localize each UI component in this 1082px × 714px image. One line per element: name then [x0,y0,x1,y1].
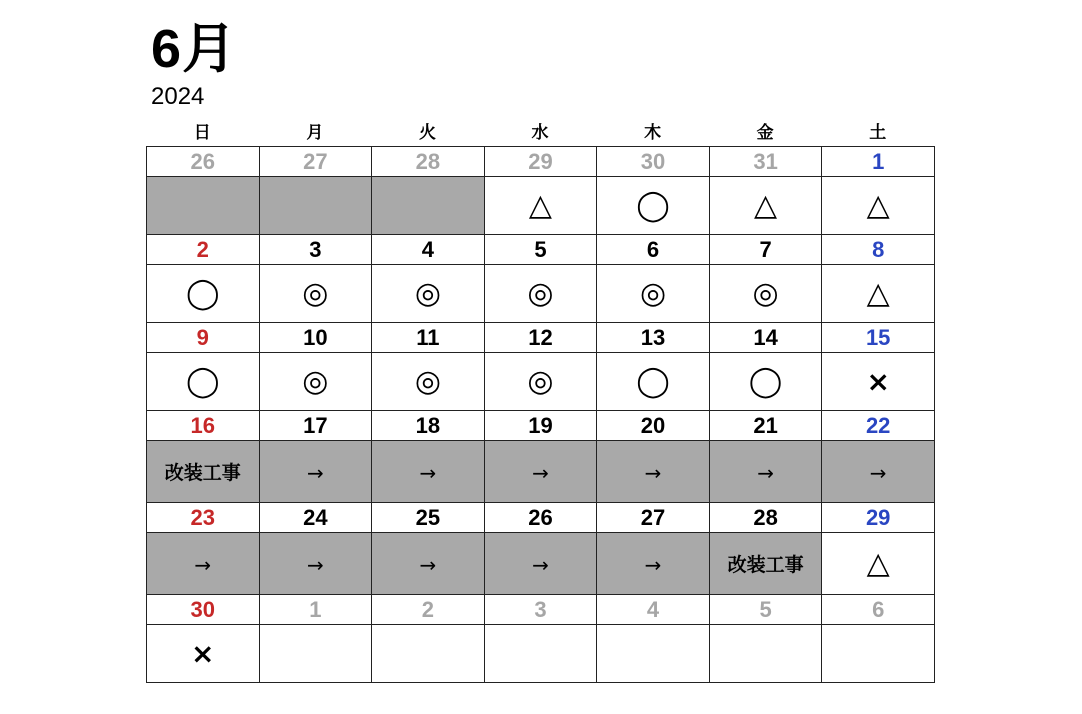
weekday-wed: 水 [531,123,549,143]
date-cell: 26 [147,147,260,177]
date-cell: 8 [822,235,935,265]
week-4-status [147,441,935,503]
availability-mark: ◯ [748,364,783,399]
date-cell: 14 [709,323,822,353]
status-cell [259,625,372,683]
date-cell: 4 [597,595,710,625]
closed-cell [372,441,485,503]
status-cell [709,353,822,411]
date-cell: 2 [372,595,485,625]
weekday-sat: 土 [869,123,887,143]
status-cell [372,353,485,411]
continuation-arrow: → [419,460,437,485]
date-cell: 31 [709,147,822,177]
status-cell [822,177,935,235]
date-cell: 24 [259,503,372,533]
status-cell [822,353,935,411]
status-cell [484,265,597,323]
date-cell: 13 [597,323,710,353]
continuation-arrow: → [194,552,212,577]
availability-mark: ◎ [302,276,329,311]
status-cell [147,353,260,411]
availability-mark: ◎ [527,364,554,399]
closed-cell [822,441,935,503]
closed-cell [372,177,485,235]
date-cell: 20 [597,411,710,441]
continuation-arrow: → [532,552,549,577]
status-cell [484,625,597,683]
continuation-arrow: → [306,460,324,485]
continuation-arrow: → [869,460,887,485]
weekday-tue: 火 [418,123,436,143]
continuation-arrow: → [757,460,774,485]
date-cell: 1 [822,147,935,177]
date-cell: 30 [597,147,710,177]
renovation-label: 改装工事 [164,462,241,484]
weekday-header [146,120,934,146]
date-cell: 29 [822,503,935,533]
closed-cell [372,533,485,595]
closed-cell [597,533,710,595]
date-cell: 30 [147,595,260,625]
date-cell: 15 [822,323,935,353]
continuation-arrow: → [419,552,437,577]
continuation-arrow: → [306,552,324,577]
week-3-status [147,353,935,411]
week-6-dates [147,595,935,625]
date-cell: 10 [259,323,372,353]
date-cell: 6 [822,595,935,625]
date-cell: 3 [484,595,597,625]
date-cell: 5 [484,235,597,265]
availability-mark: ◎ [752,276,779,311]
closed-cell [147,533,260,595]
status-cell [372,265,485,323]
date-cell: 12 [484,323,597,353]
availability-mark: ◯ [636,188,670,223]
status-cell [259,265,372,323]
availability-mark: ◯ [636,364,670,399]
closed-cell [147,177,260,235]
closed-cell [259,177,372,235]
continuation-arrow: → [644,552,662,577]
date-cell: 28 [709,503,822,533]
week-1-status [147,177,935,235]
closed-cell [484,441,597,503]
date-cell: 25 [372,503,485,533]
date-cell: 6 [597,235,710,265]
status-cell [597,353,710,411]
week-4-dates [147,411,935,441]
week-1-dates [147,147,935,177]
status-cell [147,265,260,323]
date-cell: 11 [372,323,485,353]
week-5-dates [147,503,935,533]
availability-mark: △ [866,546,890,581]
status-cell [822,625,935,683]
status-cell [709,177,822,235]
availability-mark: △ [866,188,890,223]
renovation-label: 改装工事 [727,554,804,576]
weekday-sun: 日 [193,123,211,143]
date-cell: 5 [709,595,822,625]
closed-cell [484,533,597,595]
week-6-status [147,625,935,683]
date-cell: 27 [259,147,372,177]
date-cell: 17 [259,411,372,441]
date-cell: 19 [484,411,597,441]
status-cell [484,177,597,235]
weekday-mon: 月 [306,123,324,143]
closed-cell [259,441,372,503]
continuation-arrow: → [532,460,549,485]
status-cell [822,533,935,595]
date-cell: 4 [372,235,485,265]
status-cell [372,625,485,683]
date-cell: 29 [484,147,597,177]
availability-mark: ◎ [414,276,441,311]
date-cell: 1 [259,595,372,625]
closed-cell [709,441,822,503]
availability-mark: △ [866,276,890,311]
availability-mark: △ [528,188,552,223]
weekday-fri: 金 [756,123,774,143]
closed-cell [709,533,822,595]
week-2-dates [147,235,935,265]
date-cell: 26 [484,503,597,533]
status-cell [597,625,710,683]
availability-mark: × [866,365,890,398]
availability-mark: ◯ [185,276,220,311]
date-cell: 18 [372,411,485,441]
status-cell [709,625,822,683]
date-cell: 16 [147,411,260,441]
status-cell [709,265,822,323]
week-2-status [147,265,935,323]
status-cell [597,265,710,323]
calendar-body [147,147,935,683]
date-cell: 7 [709,235,822,265]
availability-mark: ◎ [302,364,329,399]
closed-cell [597,441,710,503]
status-cell [259,353,372,411]
weekday-thu: 木 [644,123,662,143]
status-cell [597,177,710,235]
availability-mark: ◎ [527,276,554,311]
date-cell: 22 [822,411,935,441]
closed-cell [259,533,372,595]
week-5-status [147,533,935,595]
availability-mark: △ [754,188,778,223]
date-cell: 9 [147,323,260,353]
date-cell: 23 [147,503,260,533]
date-cell: 28 [372,147,485,177]
availability-mark: ◯ [185,364,220,399]
status-cell [822,265,935,323]
status-cell [147,625,260,683]
date-cell: 2 [147,235,260,265]
availability-mark: × [191,637,215,670]
date-cell: 21 [709,411,822,441]
closed-cell [147,441,260,503]
availability-mark: ◎ [414,364,441,399]
month-title: 6月 [151,19,238,79]
date-cell: 27 [597,503,710,533]
availability-mark: ◎ [639,276,667,311]
year-label: 2024 [151,83,205,110]
continuation-arrow: → [644,460,662,485]
date-cell: 3 [259,235,372,265]
calendar-grid [146,146,935,683]
week-3-dates [147,323,935,353]
status-cell [484,353,597,411]
